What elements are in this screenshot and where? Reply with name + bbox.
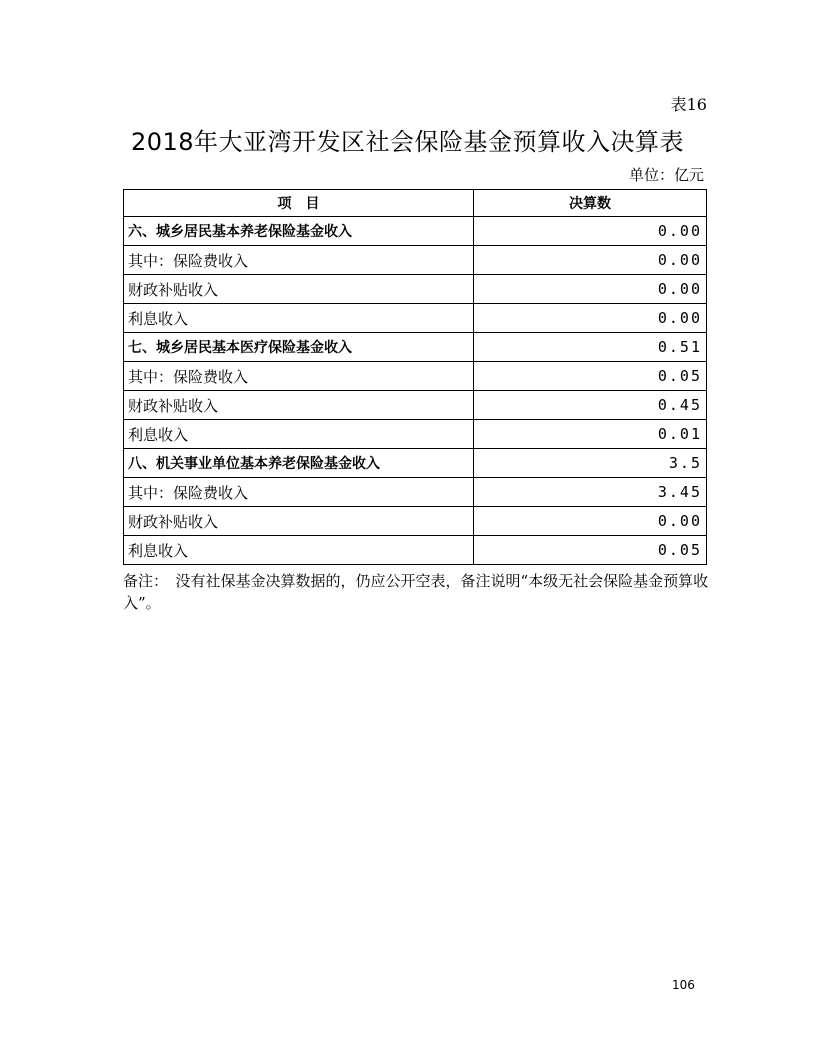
table-row [124,333,707,362]
table-row [124,478,707,507]
row-label: 其中：保险费收入 [124,246,474,275]
row-value: 0.05 [474,362,707,391]
row-value: 0.05 [474,536,707,565]
fund-income-table [123,189,707,565]
table-row [124,275,707,304]
row-label: 财政补贴收入 [124,275,474,304]
row-label: 财政补贴收入 [124,507,474,536]
row-value: 0.45 [474,391,707,420]
row-label: 其中：保险费收入 [124,362,474,391]
table-row [124,420,707,449]
table-row [124,246,707,275]
table-row [124,217,707,246]
header-item: 项 目 [124,190,474,217]
row-label: 利息收入 [124,536,474,565]
note-text: 备注： 没有社保基金决算数据的，仍应公开空表，备注说明“本级无社会保险基金预算收入”。 [123,572,709,612]
row-value: 0.00 [474,246,707,275]
header-value: 决算数 [474,190,707,217]
table-row [124,449,707,478]
table-row [124,507,707,536]
row-value: 0.00 [474,304,707,333]
table-row [124,536,707,565]
table-header-row [124,190,707,217]
page-number: 106 [672,978,695,992]
row-label: 利息收入 [124,304,474,333]
table-row [124,304,707,333]
table-row [124,391,707,420]
row-value: 0.00 [474,275,707,304]
row-label: 六、城乡居民基本养老保险基金收入 [124,217,474,246]
table-number: 表16 [670,95,707,114]
row-value: 0.00 [474,507,707,536]
row-label: 七、城乡居民基本医疗保险基金收入 [124,333,474,362]
row-label: 八、机关事业单位基本养老保险基金收入 [124,449,474,478]
unit-label: 单位：亿元 [628,166,704,184]
row-value: 3.45 [474,478,707,507]
row-value: 0.51 [474,333,707,362]
row-label: 其中：保险费收入 [124,478,474,507]
row-value: 0.00 [474,217,707,246]
row-label: 财政补贴收入 [124,391,474,420]
row-value: 3.5 [474,449,707,478]
table-row [124,362,707,391]
row-label: 利息收入 [124,420,474,449]
document-title: 2018年大亚湾开发区社会保险基金预算收入决算表 [130,128,685,156]
row-value: 0.01 [474,420,707,449]
